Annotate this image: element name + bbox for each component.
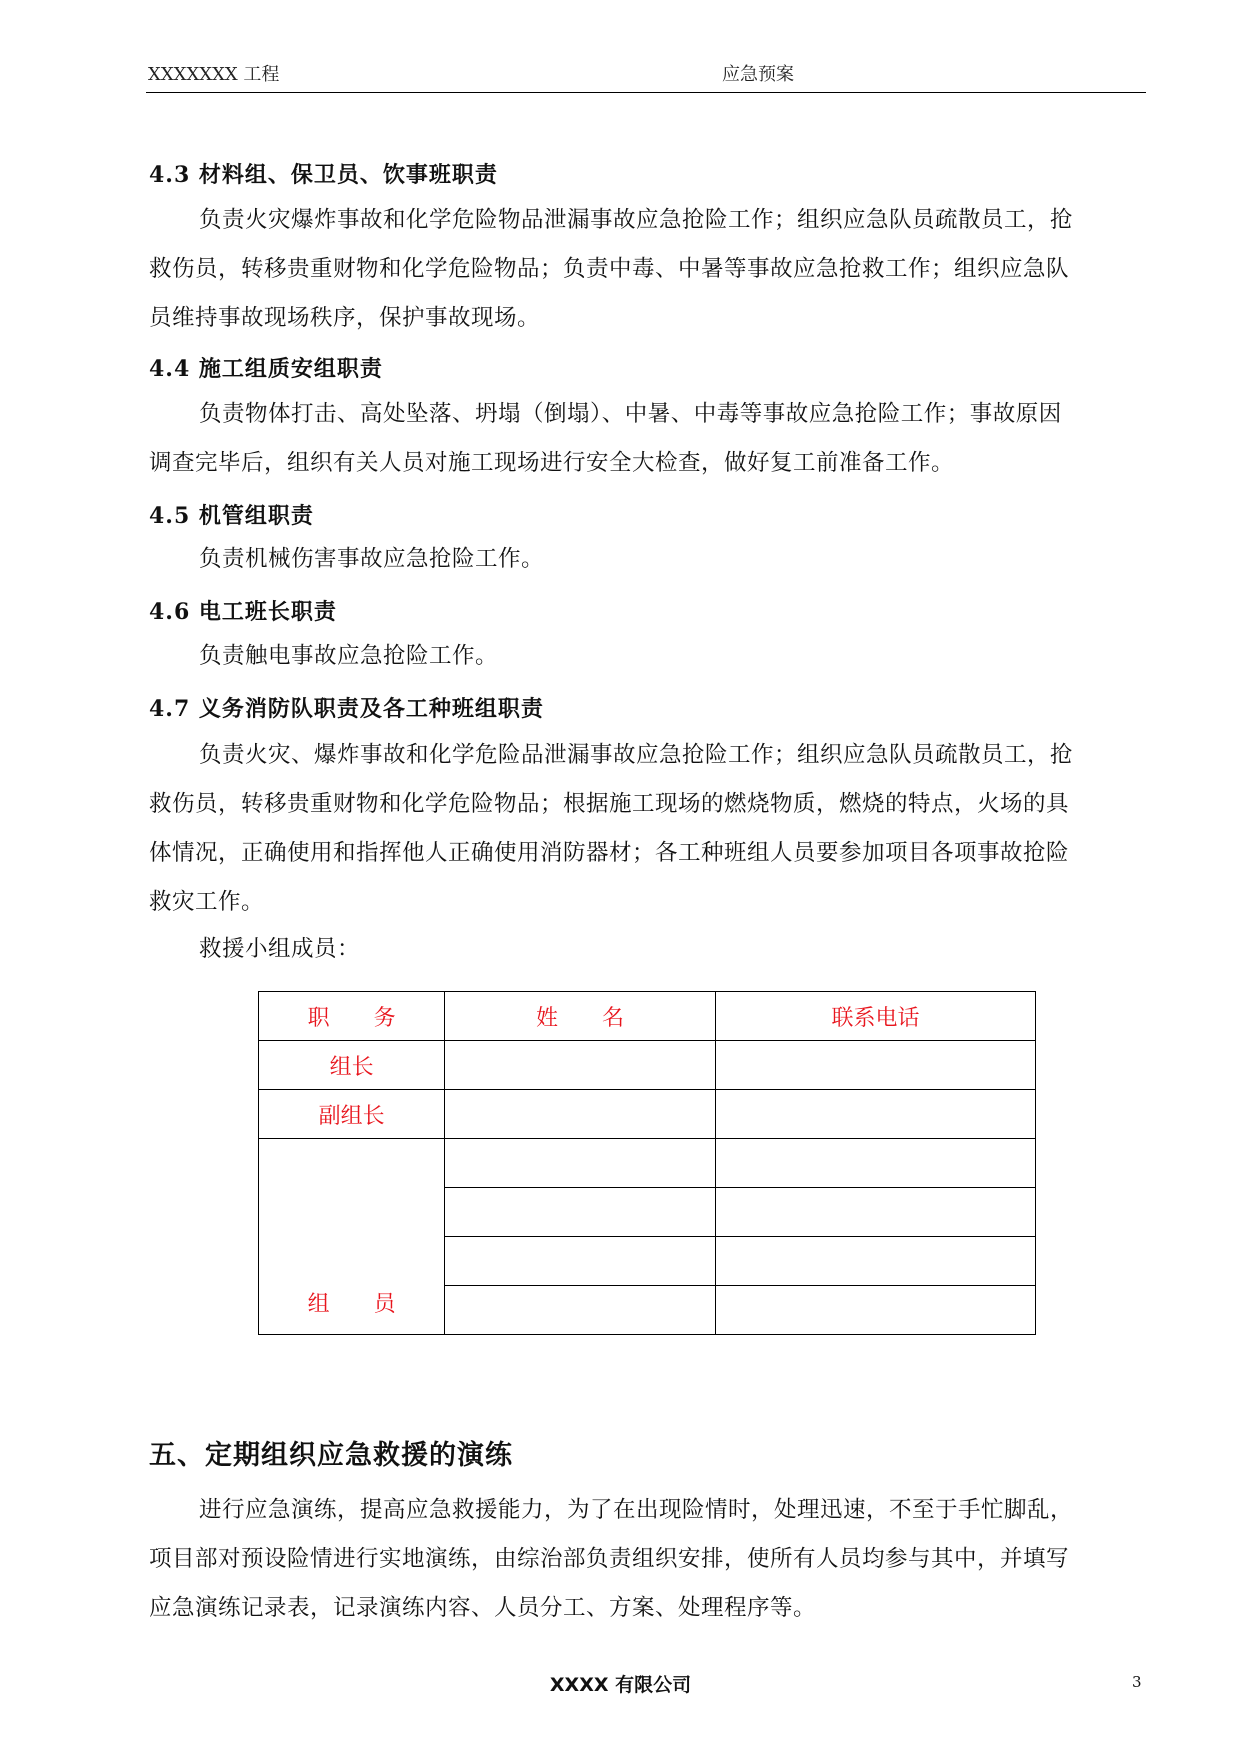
table-header-position: 职 务 <box>259 992 445 1041</box>
section-4-3-paragraph <box>149 196 1146 343</box>
paragraph-line: 负责机械伤害事故应急抢险工作。 <box>199 546 545 572</box>
role-leader: 组长 <box>259 1041 445 1090</box>
page-header <box>146 56 1146 93</box>
paragraph-line: 应急演练记录表，记录演练内容、人员分工、方案、处理程序等。 <box>149 1595 817 1621</box>
phone-cell <box>715 1188 1035 1237</box>
table-row <box>259 1139 1036 1188</box>
section-heading-4-6: 4.6 电工班长职责 <box>149 599 337 625</box>
paragraph-line: 负责火灾爆炸事故和化学危险物品泄漏事故应急抢险工作；组织应急队员疏散员工，抢 <box>199 207 1074 233</box>
paragraph-line: 救伤员，转移贵重财物和化学危险物品；根据施工现场的燃烧物质，燃烧的特点，火场的具 <box>149 791 1070 817</box>
paragraph-line: 救伤员，转移贵重财物和化学危险物品；负责中毒、中暑等事故应急抢救工作；组织应急队 <box>149 256 1070 282</box>
paragraph-line: 项目部对预设险情进行实地演练，由综治部负责组织安排，使所有人员均参与其中，并填写 <box>149 1546 1070 1572</box>
section-heading-4-4: 4.4 施工组质安组职责 <box>149 356 383 382</box>
name-cell <box>445 1139 716 1188</box>
paragraph-line: 体情况，正确使用和指挥他人正确使用消防器材；各工种班组人员要参加项目各项事故抢险 <box>149 840 1070 866</box>
name-cell <box>445 1286 716 1335</box>
paragraph-line: 负责火灾、爆炸事故和化学危险品泄漏事故应急抢险工作；组织应急队员疏散员工，抢 <box>199 742 1074 768</box>
section-5-paragraph <box>149 1486 1146 1633</box>
section-heading-4-5: 4.5 机管组职责 <box>149 503 314 529</box>
table-row <box>259 1041 1036 1090</box>
section-4-5-paragraph <box>149 535 1146 584</box>
paragraph-line: 调查完毕后，组织有关人员对施工现场进行安全大检查，做好复工前准备工作。 <box>149 450 955 476</box>
phone-cell <box>715 1286 1035 1335</box>
table-header-row <box>259 992 1036 1041</box>
phone-cell <box>715 1041 1035 1090</box>
footer-company-name: XXXX 有限公司 <box>549 1674 692 1696</box>
paragraph-line: 负责物体打击、高处坠落、坍塌（倒塌）、中暑、中毒等事故应急抢险工作；事故原因 <box>199 401 1062 427</box>
section-heading-4-7: 4.7 义务消防队职责及各工种班组职责 <box>149 696 544 722</box>
table-header-phone: 联系电话 <box>715 992 1035 1041</box>
header-project-name: XXXXXXX 工程 <box>148 64 280 85</box>
section-4-4-paragraph <box>149 390 1146 488</box>
header-document-title: 应急预案 <box>722 64 794 85</box>
name-cell <box>445 1188 716 1237</box>
rescue-team-table <box>258 991 1036 1335</box>
role-members: 组 员 <box>259 1139 445 1335</box>
name-cell <box>445 1237 716 1286</box>
phone-cell <box>715 1090 1035 1139</box>
roster-intro-text: 救援小组成员： <box>199 936 361 962</box>
chapter-heading-5: 五、定期组织应急救援的演练 <box>149 1440 513 1471</box>
section-4-6-paragraph <box>149 632 1146 681</box>
phone-cell <box>715 1237 1035 1286</box>
section-heading-4-3: 4.3 材料组、保卫员、饮事班职责 <box>149 162 498 188</box>
table-row <box>259 1090 1036 1139</box>
paragraph-line: 进行应急演练，提高应急救援能力，为了在出现险情时，处理迅速，不至于手忙脚乱， <box>199 1497 1074 1523</box>
section-4-7-paragraph <box>149 731 1146 927</box>
paragraph-line: 员维持事故现场秩序，保护事故现场。 <box>149 305 541 331</box>
paragraph-line: 负责触电事故应急抢险工作。 <box>199 643 499 669</box>
name-cell <box>445 1041 716 1090</box>
table-header-name: 姓 名 <box>445 992 716 1041</box>
role-deputy: 副组长 <box>259 1090 445 1139</box>
name-cell <box>445 1090 716 1139</box>
phone-cell <box>715 1139 1035 1188</box>
roster-intro <box>149 925 1146 974</box>
page-number: 3 <box>1132 1673 1142 1691</box>
paragraph-line: 救灾工作。 <box>149 889 265 915</box>
